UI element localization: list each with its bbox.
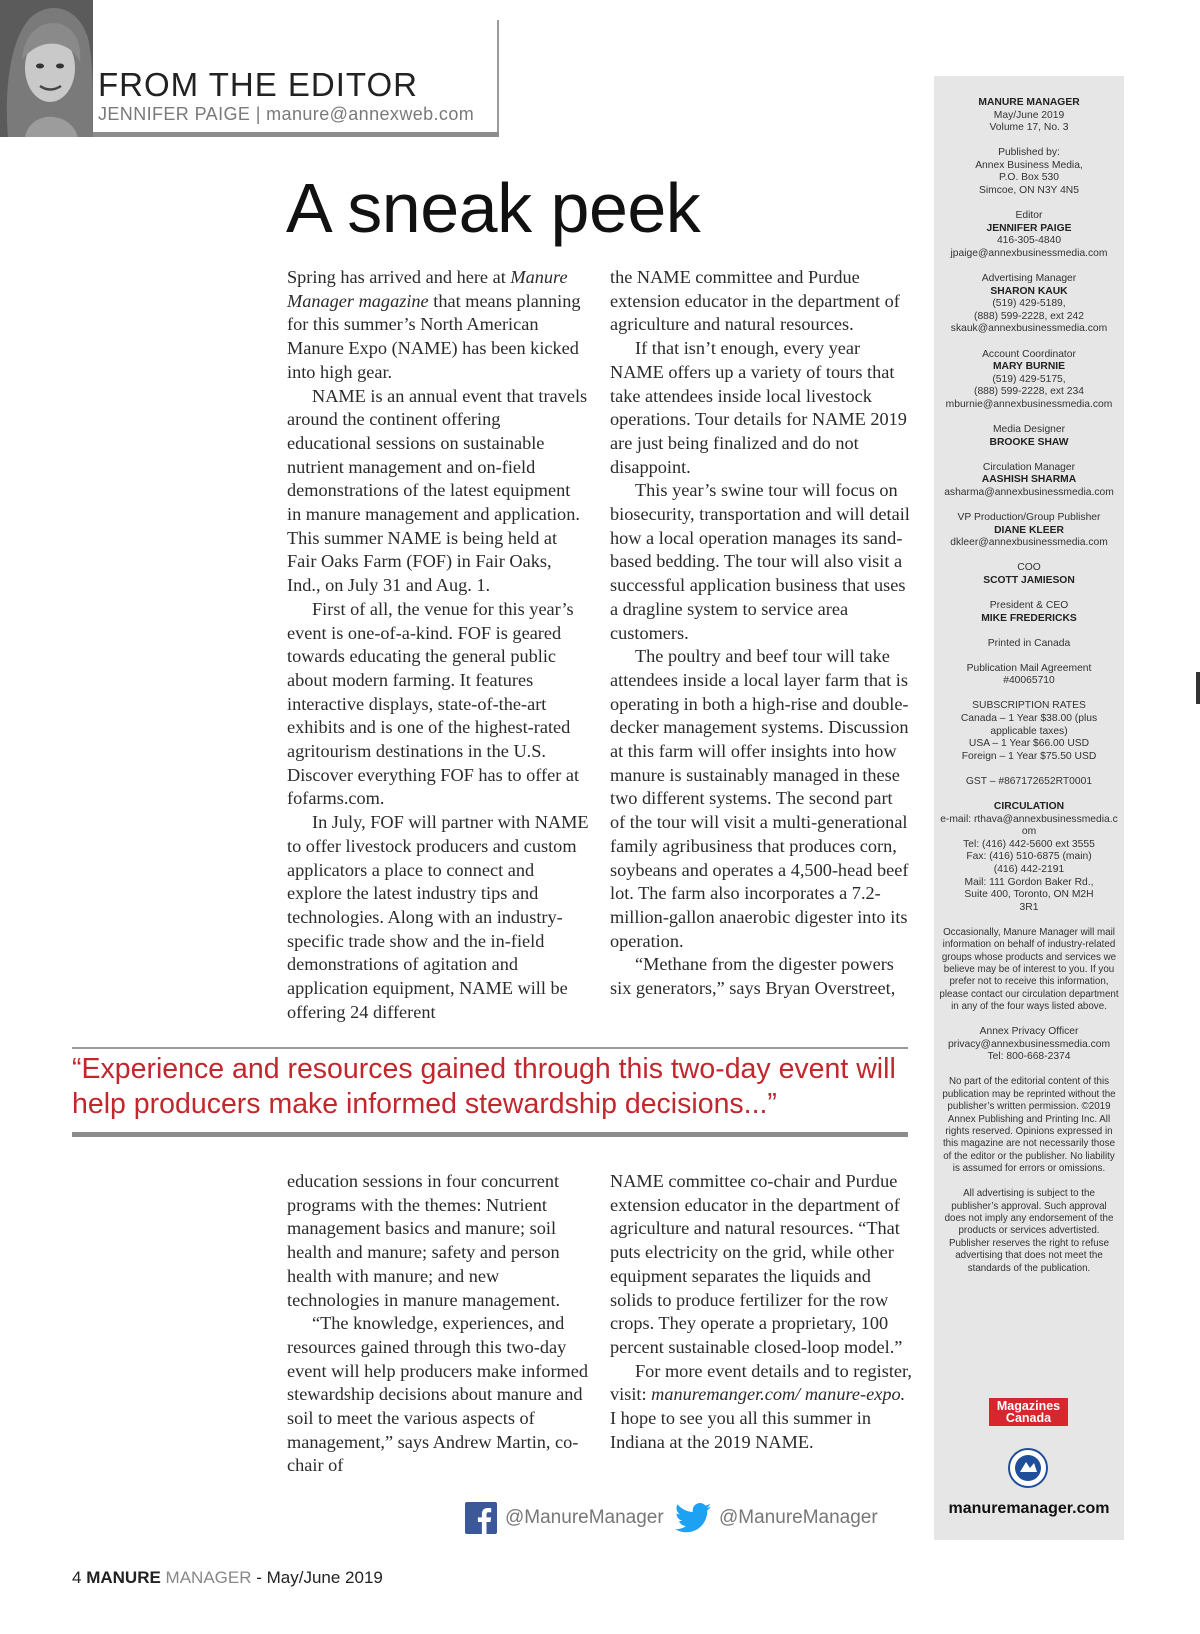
- mail-agreement-label: Publication Mail Agreement: [966, 662, 1092, 674]
- paragraph: The poultry and beef tour will take attendees inside a local layer farm that is operating in both a high-rise and double-decker management systems. Discussion at this farm will offer insights into how manure is sustainably managed in these two different systems. The second part of the tour will visit a multi-generational family agribusiness that produces corn, soybeans and operates a 4,500-head beef lot. The farm also incorporates a 7.2-million-gallon anaerobic digester into its operation.: [610, 646, 909, 951]
- paragraph: NAME committee co-chair and Purdue extension educator in the department of agriculture and natural resources. “That puts electricity on the grid, while other equipment separates the liquids and solids to produce fertilizer for the row crops. They operate a proprietary, 100 percent sustainable closed-loop model.”: [610, 1171, 903, 1357]
- printed-in: Printed in Canada: [987, 637, 1071, 649]
- header-divider-vertical: [497, 20, 499, 134]
- circulation-fax: Fax: (416) 510-6875 (main) (416) 442-2191: [966, 851, 1092, 875]
- designer-role: Media Designer: [992, 423, 1066, 435]
- advertising-email[interactable]: skauk@annexbusinessmedia.com: [950, 323, 1108, 335]
- editor-phone: 416-305-4840: [996, 235, 1062, 247]
- magazines-canada-word: Magazines: [996, 1399, 1061, 1413]
- account-email[interactable]: mburnie@annexbusinessmedia.com: [945, 398, 1113, 410]
- advertising-name: SHARON KAUK: [990, 285, 1068, 297]
- vp-email[interactable]: dkleer@annexbusinessmedia.com: [950, 537, 1108, 549]
- paragraph: education sessions in four concurrent programs with the themes: Nutrient management basics and manure; soil health and manure; safety and person health with manure; and new technologies in manure management.: [287, 1171, 561, 1310]
- circulation-title: CIRCULATION: [993, 800, 1065, 812]
- gst-number: GST – #867172652RT0001: [965, 775, 1093, 787]
- account-phone-tollfree: (888) 599-2228, ext 234: [974, 386, 1084, 398]
- ceo-name: MIKE FREDERICKS: [981, 612, 1077, 624]
- publisher-city: Simcoe, ON N3Y 4N5: [979, 185, 1079, 197]
- ceo-role: President & CEO: [989, 599, 1069, 611]
- page-number: 4: [72, 1568, 82, 1587]
- advertising-phone: (519) 429-5189,: [992, 298, 1066, 310]
- vp-role: VP Production/Group Publisher: [957, 511, 1101, 523]
- circulation-manager-name: AASHISH SHARMA: [981, 474, 1077, 486]
- article-column-1: [287, 266, 589, 1025]
- footer-brand-light: MANAGER: [165, 1568, 252, 1587]
- account-name: MARY BURNIE: [992, 361, 1066, 373]
- circulation-manager-role: Circulation Manager: [982, 461, 1076, 473]
- coo-name: SCOTT JAMIESON: [983, 574, 1075, 586]
- masthead-issue-date: May/June 2019: [993, 109, 1065, 121]
- circulation-email[interactable]: e-mail: rthava@annexbusinessmedia.com: [940, 813, 1118, 838]
- footer-brand-bold: MANURE: [86, 1568, 161, 1587]
- privacy-officer-role: Annex Privacy Officer: [979, 1026, 1079, 1038]
- editor-name: JENNIFER PAIGE: [986, 222, 1072, 234]
- editor-email[interactable]: jpaige@annexbusinessmedia.com: [950, 247, 1108, 259]
- pull-quote: “Experience and resources gained through this two-day event will help producers make informed stewardship decisions...”: [72, 1053, 896, 1120]
- facebook-handle: @ManureManager: [505, 1507, 664, 1528]
- twitter-handle: @ManureManager: [719, 1507, 878, 1528]
- designer-name: BROOKE SHAW: [989, 436, 1069, 448]
- paragraph: First of all, the venue for this year’s event is one-of-a-kind. FOF is geared towards educating the general public about modern farming. It features interactive displays, state-of-the-art exhibits and is one of the highest-rated agritourism destinations in the U.S. Discover everything FOF has to offer at fofarms.com.: [287, 598, 580, 809]
- circulation-tel: Tel: (416) 442-5600 ext 3555: [963, 838, 1095, 850]
- subscription-canada: Canada – 1 Year $38.00 (plus applicable taxes): [960, 712, 1098, 737]
- paragraph: NAME is an annual event that travels around the continent offering educational sessions on sustainable nutrient management and on-field demonstrations of the latest equipment in manure management and application. This summer NAME is being held at Fair Oaks Farm (FOF) in Fair Oaks, Ind., on July 31 and Aug. 1.: [287, 385, 588, 596]
- editor-byline: JENNIFER PAIGE | manure@annexweb.com: [98, 104, 475, 124]
- canada-funding-seal-icon: [1008, 1448, 1048, 1488]
- copyright-notice: No part of the editorial content of this publication may be reprinted without the publisher’s written permission. ©2019 Annex Publishing and Printing Inc. All rights reserved. Opinions expressed in this magazine are not necessarily those of the editor or the publisher. No liability is assumed for errors or omissions.: [942, 1076, 1116, 1175]
- circulation-manager-email[interactable]: asharma@annexbusinessmedia.com: [944, 486, 1114, 498]
- account-role: Account Coordinator: [982, 348, 1076, 360]
- coo-role: COO: [1017, 562, 1041, 574]
- editor-photo: [0, 0, 93, 137]
- page-edge-mark: [1196, 672, 1200, 704]
- editor-role: Editor: [1015, 210, 1043, 222]
- masthead-pub-name: MANURE MANAGER: [978, 97, 1080, 108]
- paragraph: In July, FOF will partner with NAME to offer livestock producers and custom applicators a place to connect and explore the latest industry tips and technologies. Along with an industry-specific trade show and the in-field demonstrations of agitation and application equipment, NAME will be offering 24 different: [287, 812, 589, 1022]
- publisher-po-box: P.O. Box 530: [999, 172, 1059, 184]
- advertising-phone-tollfree: (888) 599-2228, ext 242: [974, 310, 1084, 322]
- article-column-3: [287, 1170, 589, 1478]
- magazines-canada-word: Canada: [1005, 1411, 1052, 1425]
- privacy-tel: Tel: 800-668-2374: [987, 1051, 1071, 1063]
- circulation-mail: Mail: 111 Gordon Baker Rd., Suite 400, Toronto, ON M2H 3R1: [964, 876, 1094, 913]
- subscription-foreign: Foreign – 1 Year $75.50 USD: [961, 750, 1097, 762]
- facebook-link[interactable]: [465, 1500, 664, 1536]
- footer-issue: - May/June 2019: [251, 1568, 383, 1587]
- subscription-usa: USA – 1 Year $66.00 USD: [968, 738, 1090, 750]
- mailing-notice: Occasionally, Manure Manager will mail information on behalf of industry-related groups whose products and services we believe may be of interest to you. If you prefer not to receive this information, please contact our circulation department in any of the four ways listed above.: [939, 926, 1119, 1013]
- paragraph: “Methane from the digester powers six generators,” says Bryan Overstreet,: [610, 954, 896, 999]
- paragraph: “The knowledge, experiences, and resources gained through this two-day event will help producers make informed stewardship decisions about manure and soil to meet the various aspects of management,” says Andrew Martin, co-chair of: [287, 1313, 589, 1476]
- article-column-2: [610, 266, 912, 1001]
- article-headline: A sneak peek: [286, 169, 701, 247]
- masthead: [936, 97, 1122, 1288]
- advertising-role: Advertising Manager: [981, 273, 1077, 285]
- paragraph: For more event details and to register, visit: manuremanger.com/ manure-expo. I hope to see you all this summer in Indiana at the 2019 NAME.: [610, 1360, 912, 1452]
- subscription-title: SUBSCRIPTION RATES: [972, 700, 1086, 712]
- masthead-volume: Volume 17, No. 3: [989, 122, 1069, 134]
- section-title: FROM THE EDITOR: [98, 66, 418, 103]
- mail-agreement-number: #40065710: [1003, 675, 1055, 687]
- vp-name: DIANE KLEER: [994, 524, 1064, 536]
- publisher-name: Annex Business Media,: [975, 159, 1083, 171]
- facebook-icon: [465, 1502, 497, 1534]
- paragraph: If that isn’t enough, every year NAME offers up a variety of tours that take attendees inside local livestock operations. Tour details for NAME 2019 are just being finalized and do not disappoint.: [610, 338, 907, 477]
- article-column-4: [610, 1170, 912, 1454]
- page-footer: [72, 1568, 383, 1588]
- twitter-icon: [675, 1503, 711, 1533]
- privacy-email[interactable]: privacy@annexbusinessmedia.com: [947, 1038, 1111, 1050]
- pull-quote-rule-top: [72, 1047, 908, 1049]
- magazines-canada-logo: [989, 1398, 1068, 1426]
- advertising-policy: All advertising is subject to the publisher’s approval. Such approval does not imply any endorsement of the products or services advertisted. Publisher reserves the right to refuse advertising that does not meet the standards of the publication.: [944, 1188, 1114, 1274]
- paragraph: the NAME committee and Purdue extension educator in the department of agriculture and natural resources.: [610, 267, 900, 335]
- published-by-label: Published by:: [998, 147, 1060, 159]
- paragraph: This year’s swine tour will focus on biosecurity, transportation and will detail how a local operation manages its sand-based bedding. The tour will also visit a successful application business that uses a dragline system to service area customers.: [610, 480, 910, 643]
- pull-quote-rule-bottom: [72, 1132, 908, 1137]
- twitter-link[interactable]: [675, 1500, 878, 1536]
- website-url[interactable]: manuremanager.com: [948, 1500, 1110, 1517]
- paragraph: Spring has arrived and here at Manure Manager magazine that means planning for this summer’s North American Manure Expo (NAME) has been kicked into high gear.: [287, 267, 581, 382]
- header-divider-horizontal: [93, 132, 499, 137]
- account-phone: (519) 429-5175,: [992, 373, 1066, 385]
